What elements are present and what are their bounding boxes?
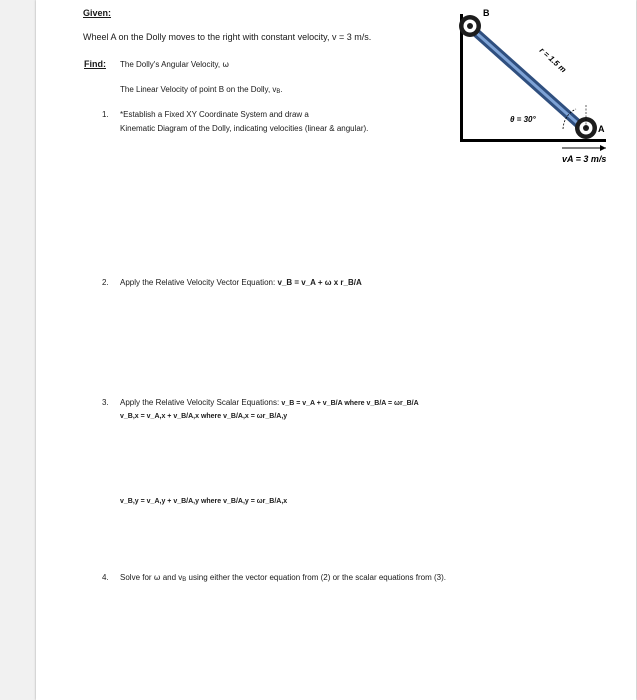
step3-line	[120, 398, 419, 409]
step4-text-c: using either the vector equation from (2) or the scalar equations from (3).	[186, 573, 446, 582]
find-item2-end: .	[280, 85, 283, 94]
step2-number: 2.	[102, 278, 109, 287]
point-b-label: B	[483, 8, 490, 18]
step2-line	[120, 278, 362, 288]
floor-line	[460, 139, 606, 142]
given-text: Wheel A on the Dolly moves to the right with constant velocity, v = 3 m/s.	[83, 32, 372, 42]
step1-line2: Kinematic Diagram of the Dolly, indicating velocities (linear & angular).	[120, 124, 369, 133]
angle-label: θ = 30°	[510, 115, 536, 124]
dolly-rod-highlight	[472, 29, 584, 129]
step2-text: Apply the Relative Velocity Vector Equation:	[120, 278, 278, 287]
point-a-label: A	[598, 124, 605, 134]
find-item2-subscript: B	[276, 89, 281, 95]
velocity-arrowhead-icon	[600, 145, 606, 151]
step3-scalar-equation: v_B = v_A + v_B/A where v_B/A = ωr_B/A	[281, 400, 419, 407]
find-item-linear-velocity	[120, 85, 283, 95]
omega-symbol: ω	[222, 60, 230, 69]
step3-text: Apply the Relative Velocity Scalar Equations:	[120, 398, 282, 407]
step4-number: 4.	[102, 573, 109, 582]
step4-omega: ω	[153, 573, 161, 582]
dolly-diagram	[436, 8, 616, 178]
document-page	[36, 0, 636, 700]
find-item2-text: The Linear Velocity of point B on the Dolly, v	[120, 85, 277, 94]
step3-y-equation: v_B,y = v_A,y + v_B/A,y where v_B/A,y = ωr_B/A,x	[120, 498, 288, 505]
step1-line1: *Establish a Fixed XY Coordinate System and draw a	[120, 110, 309, 119]
step4-text-a: Solve for	[120, 573, 154, 582]
find-item1-text: The Dolly's Angular Velocity,	[120, 60, 223, 69]
step3-x-equation: v_B,x = v_A,x + v_B/A,x where v_B/A,x = ωr_B/A,y	[120, 413, 288, 420]
rod-length-label: r = 1.5 m	[537, 45, 568, 75]
find-heading: Find:	[84, 59, 106, 69]
step4-subscript: B	[182, 577, 187, 583]
find-item-angular-velocity	[120, 60, 229, 70]
step3-number: 3.	[102, 398, 109, 407]
wheel-b	[459, 15, 481, 37]
step4-text-b: and v	[160, 573, 183, 582]
step2-vector-equation: v_B = v_A + ω x r_B/A	[277, 278, 362, 287]
velocity-a-label: vA = 3 m/s	[562, 154, 607, 164]
given-heading: Given:	[83, 8, 112, 18]
step1-number: 1.	[102, 110, 109, 119]
step4-line	[120, 573, 446, 583]
